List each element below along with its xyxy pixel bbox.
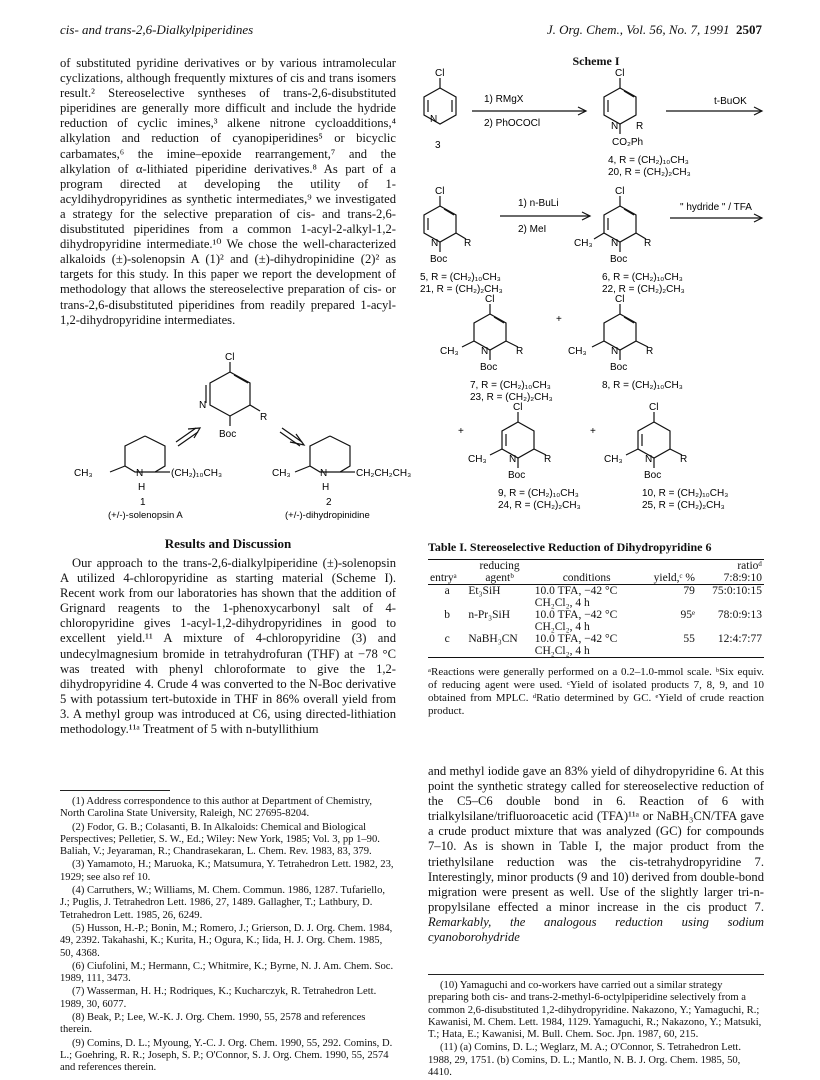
scheme-boc: Boc (610, 362, 628, 373)
scheme-cl: Cl (485, 294, 495, 305)
reduction-table (428, 559, 764, 658)
fig2-n: N (320, 468, 328, 479)
compound-9-label: 9, R = (CH₂)₁₀CH₃ (498, 488, 579, 499)
journal-citation: J. Org. Chem., Vol. 56, No. 7, 1991 (546, 22, 730, 37)
fig-boc-label: Boc (219, 429, 237, 440)
page-number: 2507 (736, 22, 762, 37)
scheme-r: R (516, 346, 524, 357)
scheme-n: N (509, 454, 517, 465)
fig-n-label: N (199, 400, 207, 411)
intro-paragraph: of substituted pyridine derivatives or by various intramolecular cyclizations, although frequently mixtures of cis and trans isomers result.² Stereoselective syntheses of trans-2,6-disubstituted piperidines are generally more difficult and include the hydride reduction of cyclic imines,³ alkene nitrone cycloadditions,⁴ alkylation and reduction of cyanopiperidines⁵ or bicyclic carbamates,⁶ the imine–epoxide rearrangement,⁷ and the alkylation of α-lithiated piperidine derivatives.⁸ As part of a program directed at developing the utility of 1-acyldihydropyridines as synthetic intermediates,⁹ we investigated a strategy for the selective preparation of cis- and trans-2,6-disubstituted piperidines from a common 1-acyl-2-alkyl-1,2-dihydropyridine intermediate.¹⁰ We chose the well-characterized alkaloids (±)-solenopsin A (1)² and (±)-dihydropinidine (2)² as targets for this study. In this paper we report the development of methodology that allows the stereoselective preparation of cis- or trans-2,6-disubstituted piperidines from readily prepared 1-acyl-1,2-dihydropyridine intermediates. (60, 56, 396, 327)
step-mei: 2) MeI (518, 224, 547, 235)
scheme-boc: Boc (508, 470, 526, 481)
footnote: (8) Beak, P.; Lee, W.-K. J. Org. Chem. 1990, 55, 2578 and references therein. (60, 1012, 366, 1036)
right-body-text: and methyl iodide gave an 83% yield of dihydropyridine 6. At this point the synthetic strategy called for stereoselective reduction of the C5–C6 double bond in 6. Reaction of 6 with trialkylsilane/trifluoroacetic acid (TFA)¹¹ᵃ or NaBH₃CN/TFA gave a crude product mixture that was analyzed (GC) for compounds 7–10. As is shown in Table I, the major product from the triethylsilane reduction was the cis-tetrahydropyridine 7. Interestingly, minor products (9 and 10) derived from double-bond migration were present as well. Use of the slightly larger tri-n-propylsilane effected a minor increase in the cis product 7. (428, 764, 764, 914)
cell-cond-line1: 10.0 TFA, −42 °C (534, 609, 618, 621)
header-ratio-top: ratioᵈ (737, 560, 762, 572)
cell-entry: b (444, 609, 451, 621)
fig2-substituent: CH₂CH₂CH₃ (356, 468, 412, 479)
plus-sign: + (458, 426, 464, 437)
cell-entry: c (444, 633, 450, 645)
footnote: (3) Yamamoto, H.; Maruoka, K.; Matsumura, Y. Tetrahedron Lett. 1982, 23, 1929; see also ref 10. (60, 859, 394, 883)
fig1-substituent: (CH₂)₁₀CH₃ (171, 468, 223, 479)
scheme-cl: Cl (513, 402, 523, 413)
header-yield: yield,ᶜ % (653, 572, 695, 584)
cell-ratio: 78:0:9:13 (717, 609, 762, 621)
fig2-ch3: CH₃ (272, 468, 291, 479)
table-header-cell (533, 560, 641, 585)
plus-sign: + (590, 426, 596, 437)
scheme-r: R (636, 121, 644, 132)
step-tbuok: t-BuOK (714, 96, 747, 107)
compound-3-label: 3 (435, 140, 441, 151)
compound-7-label: 7, R = (CH₂)₁₀CH₃ (470, 380, 551, 391)
table-block (428, 540, 764, 718)
compound-6-label: 6, R = (CH₂)₁₀CH₃ (602, 272, 683, 283)
target-structures-figure (60, 350, 412, 522)
cell-cond-line2: CH₂Cl₂, 4 h (534, 597, 590, 609)
cell-conditions (533, 633, 641, 658)
compound-20-label: 20, R = (CH₂)₂CH₃ (608, 167, 691, 178)
scheme-r: R (544, 454, 552, 465)
step-nbuli: 1) n-BuLi (518, 198, 559, 209)
scheme-r: R (680, 454, 688, 465)
footnote: (1) Address correspondence to this author at Department of Chemistry, North Carolina State University, Raleigh, NC 27695-8204. (60, 796, 372, 820)
results-heading: Results and Discussion (164, 536, 292, 551)
scheme-cl: Cl (435, 68, 445, 79)
cell-conditions (533, 585, 641, 610)
scheme-cl: Cl (615, 294, 625, 305)
scheme-diagram (418, 66, 768, 532)
scheme-r: R (644, 238, 652, 249)
table-title: Table I. Stereoselective Reduction of Dihydropyridine 6 (428, 540, 712, 554)
fig1-n: N (136, 468, 144, 479)
fig2-number: 2 (326, 497, 332, 508)
scheme-cl: Cl (615, 68, 625, 79)
compound-22-label: 22, R = (CH₂)₂CH₃ (602, 284, 685, 295)
scheme-r: R (464, 238, 472, 249)
fig-r-label: R (260, 412, 268, 423)
scheme-n: N (431, 238, 439, 249)
footnote-rule-left (60, 790, 170, 791)
compound-21-label: 21, R = (CH₂)₂CH₃ (420, 284, 503, 295)
running-header-title: cis- and trans-2,6-Dialkylpiperidines (60, 22, 254, 37)
footnote: (10) Yamaguchi and co-workers have carried out a similar strategy preparing both cis- and trans-2-methyl-6-octylpiperidine selectively from a common 2,6-disubstituted 1,2-dihydropyridine. Nakazono, Y.; Yamaguchi, R.; Kawanisi, M. Chem. Lett. 1984, 1129. Yamaguchi, R.; Nakazono, Y.; Matsuki, T.; Hata, E.; Kawanisi, M. Bull. Chem. Soc. Jpn. 1987, 60, 215. (428, 980, 762, 1041)
results-paragraph (60, 556, 396, 782)
cell-agent: n-Pr₃SiH (468, 609, 511, 621)
step-hydride-tfa: " hydride " / TFA (680, 202, 752, 213)
scheme-boc: Boc (644, 470, 662, 481)
cell-entry: a (444, 585, 450, 597)
fig1-ch3: CH₃ (74, 468, 93, 479)
table-row (428, 609, 764, 633)
table-row (428, 633, 764, 658)
header-entry: entryᵃ (430, 572, 457, 584)
footnote: (9) Comins, D. L.; Myoung, Y.-C. J. Org. Chem. 1990, 55, 292. Comins, D. L.; Goehring, R. R.; Joseph, S. P.; O'Connor, S. J. Org. Chem. 1990, 55, 2574 and references therein. (60, 1037, 393, 1074)
scheme-title: Scheme I (572, 54, 620, 68)
scheme-n: N (611, 121, 619, 132)
cell-agent: Et₃SiH (468, 585, 501, 597)
table-header-cell (466, 560, 532, 585)
table-header-cell (697, 560, 764, 585)
scheme-n: N (481, 346, 489, 357)
cell-yield: 79 (683, 585, 695, 597)
cell-agent: NaBH₃CN (468, 633, 518, 645)
cell-yield: 95ᵉ (680, 609, 695, 621)
compound-8-label: 8, R = (CH₂)₁₀CH₃ (602, 380, 683, 391)
fig-cl-label: Cl (225, 352, 235, 363)
step-grignard: 1) RMgX (484, 94, 524, 105)
cell-ratio: 12:4:7:77 (717, 633, 762, 645)
footnote: (4) Carruthers, W.; Williams, M. Chem. Commun. 1986, 1287. Tufariello, J.; Puglis, J. Tetrahedron Lett. 1986, 27, 1489. Gallagher, T.; Lathbury, D. Tetrahedron Lett. 1985, 26, 6249. (60, 885, 386, 921)
scheme-co2ph: CO₂Ph (612, 137, 644, 148)
cell-cond-line2: CH₂Cl₂, 4 h (534, 645, 590, 657)
scheme-ch3: CH₃ (468, 454, 487, 465)
table-header-row (428, 560, 764, 585)
compound-23-label: 23, R = (CH₂)₂CH₃ (470, 392, 553, 403)
footnote: (6) Ciufolini, M.; Hermann, C.; Whitmire, K.; Byrne, N. J. Am. Chem. Soc. 1989, 111, 3473. (60, 960, 394, 985)
fig1-h: H (138, 482, 146, 493)
compound-4-label: 4, R = (CH₂)₁₀CH₃ (608, 155, 689, 166)
compound-10-label: 10, R = (CH₂)₁₀CH₃ (642, 488, 729, 499)
scheme-boc: Boc (430, 254, 448, 265)
step-chloroformate: 2) PhOCOCl (484, 118, 541, 129)
compound-5-label: 5, R = (CH₂)₁₀CH₃ (420, 272, 501, 283)
compound-25-label: 25, R = (CH₂)₂CH₃ (642, 500, 725, 511)
fig1-number: 1 (140, 497, 146, 508)
cell-cond-line1: 10.0 TFA, −42 °C (534, 633, 618, 645)
scheme-n: N (611, 346, 619, 357)
cell-conditions (533, 609, 641, 633)
footnotes-left (60, 796, 396, 1076)
right-body-italic: Remarkably, the analogous reduction using sodium cyanoborohydride (428, 914, 764, 945)
table-footnotes: ᵃReactions were generally performed on a 0.2–1.0-mmol scale. ᵇSix equiv. of reducing agent were used. ᶜYield of isolated products 7, 8, 9, and 10 obtained from MPLC. ᵈRatio determined by GC. ᵉYield of crude reaction product. (428, 666, 764, 717)
table-header-cell (641, 560, 697, 585)
table-row (428, 585, 764, 610)
fig2-h: H (322, 482, 330, 493)
header-agent-bottom: agentᵇ (485, 572, 514, 584)
scheme-ch3: CH₃ (574, 238, 593, 249)
footnotes-right (428, 980, 764, 1080)
cell-yield: 55 (683, 633, 695, 645)
right-body-paragraph (428, 764, 764, 964)
scheme-n: N (430, 114, 438, 125)
header-agent-top: reducing (479, 560, 520, 572)
scheme-ch3: CH₃ (568, 346, 587, 357)
scheme-ch3: CH₃ (440, 346, 459, 357)
results-text: Our approach to the trans-2,6-dialkylpiperidine (±)-solenopsin A utilized 4-chloropyridine as starting material (Scheme I). Recent work from our laboratories has shown that the addition of Grignard reagents to the 1-phenoxycarbonyl salt of 4-chloropyridine gives 1-acyl-1,2-dihydropyridines in good to excellent yield.¹¹ A mixture of 4-chloropyridine (3) and undecylmagnesium bromide in tetrahydrofuran (THF) at −78 °C was treated with phenyl chloroformate to give the 1,2-dihydropyridine 4. Crude 4 was converted to the N-Boc derivative 5 with potassium tert-butoxide in THF in 86% overall yield from 3. A methyl group was introduced at C6, using directed-lithiation methodology.¹¹ᵃ Treatment of 5 with n-butyllithium (60, 556, 396, 737)
footnote: (7) Wasserman, H. H.; Rodriques, K.; Kucharczyk, R. Tetrahedron Lett. 1989, 30, 6077. (60, 986, 377, 1010)
compound-24-label: 24, R = (CH₂)₂CH₃ (498, 500, 581, 511)
scheme-r: R (646, 346, 654, 357)
running-header-journal (547, 22, 762, 38)
cell-ratio: 75:0:10:15 (712, 585, 762, 597)
table-header-cell (428, 560, 466, 585)
footnote-rule-right (428, 974, 764, 975)
scheme-cl: Cl (615, 186, 625, 197)
scheme-cl: Cl (435, 186, 445, 197)
scheme-ch3: CH₃ (604, 454, 623, 465)
scheme-n: N (645, 454, 653, 465)
cell-cond-line1: 10.0 TFA, −42 °C (534, 585, 618, 597)
cell-cond-line2: CH₂Cl₂, 4 h (534, 621, 590, 633)
plus-sign: + (556, 314, 562, 325)
scheme-cl: Cl (649, 402, 659, 413)
scheme-n: N (611, 238, 619, 249)
header-ratio-bottom: 7:8:9:10 (723, 572, 762, 584)
footnote: (2) Fodor, G. B.; Colasanti, B. In Alkaloids: Chemical and Biological Perspectives; Pelletier, S. W., Ed.; Wiley: New York, 1985; Vol. 3, pp 1–90. Baliah, V.; Jeyaraman, R.; Chandrasekaran, L. Chem. Rev. 1983, 83, 379. (60, 821, 380, 858)
fig2-caption: (+/-)-dihydropinidine (285, 510, 370, 521)
scheme-boc: Boc (480, 362, 498, 373)
header-conditions: conditions (562, 572, 611, 584)
footnote: (5) Husson, H.-P.; Bonin, M.; Romero, J.; Grierson, D. J. Org. Chem. 1984, 49, 2392. Takahashi, K.; Kurita, H.; Ogura, K.; Iida, H. J. Org. Chem. 1985, 50, 4368. (60, 922, 393, 959)
footnote: (11) (a) Comins, D. L.; Weglarz, M. A.; O'Connor, S. Tetrahedron Lett. 1988, 29, 1751. (b) Comins, D. L.; Mantlo, N. B. J. Org. Chem. 1985, 50, 4410. (428, 1042, 741, 1079)
scheme-boc: Boc (610, 254, 628, 265)
fig1-caption: (+/-)-solenopsin A (108, 510, 183, 521)
